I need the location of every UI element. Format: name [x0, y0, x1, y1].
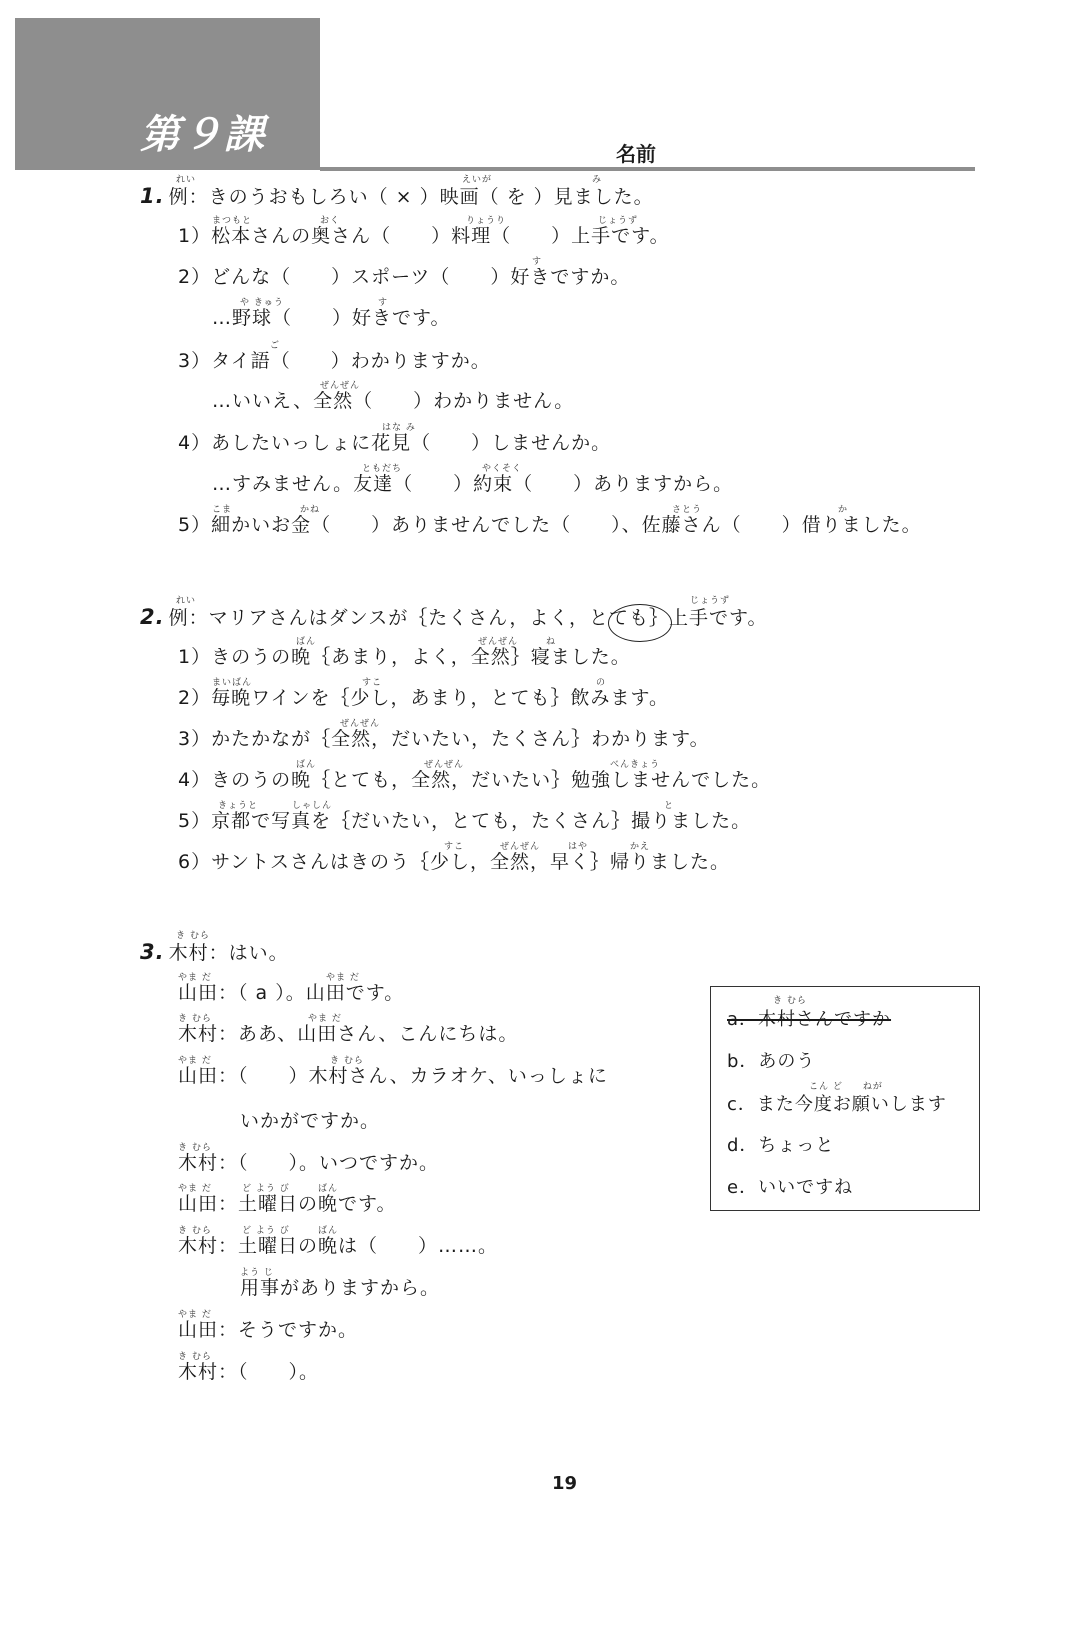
furigana: か [838, 505, 849, 515]
q1-example-text: 例：きのうおもしろい（ × ）映画（ を ）見ました。 [168, 186, 654, 208]
q1-item-3: 3）タイ語（ ）わかりますか。 [178, 350, 491, 372]
furigana: かね [300, 505, 321, 515]
furigana: ともだち [362, 464, 403, 474]
furigana: ばん [318, 1184, 339, 1194]
q3-line-6: 木村：（ ）。いつですか。 [178, 1152, 440, 1174]
q2-example [140, 605, 767, 630]
q3-line-3: 木村：ああ、山田さん、こんにちは。 [178, 1023, 519, 1045]
furigana: さとう [672, 505, 703, 515]
furigana: すこ [444, 842, 465, 852]
furigana: き むら [176, 931, 210, 941]
furigana: かえ [630, 842, 651, 852]
q1-item-4-answer: …すみません。友達（ ）約束（ ）ありますから。 [212, 473, 734, 495]
furigana: み [592, 175, 603, 185]
q3-line-2: 山田：（ a ）。山田です。 [178, 982, 405, 1004]
furigana: やま だ [178, 1184, 212, 1194]
furigana: きょうと [218, 801, 259, 811]
furigana: ぜんぜん [478, 637, 519, 647]
furigana: まつもと [212, 216, 253, 226]
q3-line-10: 山田：そうですか。 [178, 1319, 359, 1341]
q2-item-2: 2）毎晩ワインを｛少し，あまり，とても｝飲みます。 [178, 687, 669, 709]
q2-item-3: 3）かたかなが｛全然，だいたい，たくさん｝わかります。 [178, 728, 710, 750]
furigana: まいばん [212, 678, 253, 688]
furigana: ど よう び [242, 1184, 290, 1194]
q1-item-4: 4）あしたいっしょに花見（ ）しませんか。 [178, 432, 612, 454]
q2-item-5: 5）京都で写真を｛だいたい，とても，たくさん｝撮りました。 [178, 810, 752, 832]
furigana: ばん [318, 1226, 339, 1236]
furigana: ばん [296, 760, 317, 770]
q1-item-2: 2）どんな（ ）スポーツ（ ）好きですか。 [178, 266, 631, 288]
furigana: き むら [773, 996, 807, 1006]
furigana: れい [176, 175, 197, 185]
q1-item-1: 1）松本さんの奥さん（ ）料理（ ）上手です。 [178, 225, 670, 247]
option-a: a．木村さんですか [727, 1009, 892, 1030]
q2-item-6: 6）サントスさんはきのう｛少し，全然，早く｝帰りました。 [178, 851, 730, 873]
furigana: す [532, 257, 543, 267]
furigana: こま [212, 505, 233, 515]
q1-item-2-answer: …野球（ ）好きです。 [212, 307, 451, 329]
furigana: りょうり [466, 216, 507, 226]
furigana: ど よう び [242, 1226, 290, 1236]
q1-number: 1. [140, 184, 165, 208]
lesson-title: 第９課 [140, 112, 266, 158]
furigana: しゃしん [292, 801, 333, 811]
furigana: おく [320, 216, 341, 226]
furigana: ぜんぜん [500, 842, 541, 852]
furigana: はや [568, 842, 589, 852]
furigana: やくそく [482, 464, 523, 474]
furigana: ご [270, 341, 281, 351]
furigana: じょうず [690, 596, 731, 606]
furigana: やま だ [308, 1014, 342, 1024]
furigana: の [596, 678, 607, 688]
q3-number: 3. [140, 940, 165, 964]
furigana: ぜんぜん [424, 760, 465, 770]
q3-line-8: 木村：土曜日の晩は（ ）……。 [178, 1235, 499, 1257]
q2-example-text: 例：マリアさんはダンスが｛たくさん，よく，とても｝上手です。 [168, 607, 768, 629]
furigana: き むら [178, 1143, 212, 1153]
furigana: やま だ [178, 1310, 212, 1320]
furigana: ばん [296, 637, 317, 647]
q3-line-5: いかがですか。 [240, 1110, 381, 1132]
furigana: やま だ [178, 973, 212, 983]
q3-line-7: 山田：土曜日の晩です。 [178, 1193, 397, 1215]
circled-answer-marker [608, 604, 672, 642]
q3-line-11: 木村：（ ）。 [178, 1361, 320, 1383]
furigana: れい [176, 596, 197, 606]
option-c: c．また今度お願いします [727, 1094, 947, 1115]
furigana: き むら [178, 1352, 212, 1362]
furigana: ね [546, 637, 557, 647]
furigana: ぜんぜん [320, 381, 361, 391]
q2-number: 2. [140, 605, 165, 629]
q2-item-4: 4）きのうの晩｛とても，全然，だいたい｝勉強しませんでした。 [178, 769, 772, 791]
q1-item-5: 5）細かいお金（ ）ありませんでした（ ）、佐藤さん（ ）借りました。 [178, 514, 922, 536]
option-e: e．いいですね [727, 1177, 854, 1198]
furigana: き むら [178, 1226, 212, 1236]
furigana: はな み [382, 423, 416, 433]
furigana: すこ [362, 678, 383, 688]
furigana: き むら [178, 1014, 212, 1024]
furigana: こん ど ねが [809, 1082, 883, 1092]
q3-line-9: 用事がありますから。 [240, 1277, 441, 1299]
furigana: ぜんぜん [340, 719, 381, 729]
q2-item-1: 1）きのうの晩｛あまり，よく，全然｝寝ました。 [178, 646, 631, 668]
option-d: d．ちょっと [727, 1135, 835, 1156]
furigana: や きゅう [240, 298, 284, 308]
q1-example [140, 184, 654, 209]
q3-line-1-text: 木村：はい。 [168, 942, 289, 964]
furigana: えいが [462, 175, 493, 185]
furigana: じょうず [598, 216, 639, 226]
furigana: と [664, 801, 675, 811]
furigana: べんきょう [610, 760, 661, 770]
header-rule [320, 167, 975, 171]
answer-options-box [710, 986, 980, 1211]
q3-line-1 [140, 940, 289, 965]
q1-item-3-answer: …いいえ、全然（ ）わかりません。 [212, 390, 575, 412]
furigana: き むら [330, 1056, 364, 1066]
page-number: 19 [552, 1473, 578, 1494]
furigana: す [378, 298, 389, 308]
q3-line-4: 山田：（ ）木村さん、カラオケ、いっしょに [178, 1065, 608, 1087]
option-b: b．あのう [727, 1051, 816, 1072]
furigana: やま だ [178, 1056, 212, 1066]
furigana: よう じ [240, 1268, 274, 1278]
name-label: 名前 [616, 142, 656, 166]
furigana: やま だ [326, 973, 360, 983]
